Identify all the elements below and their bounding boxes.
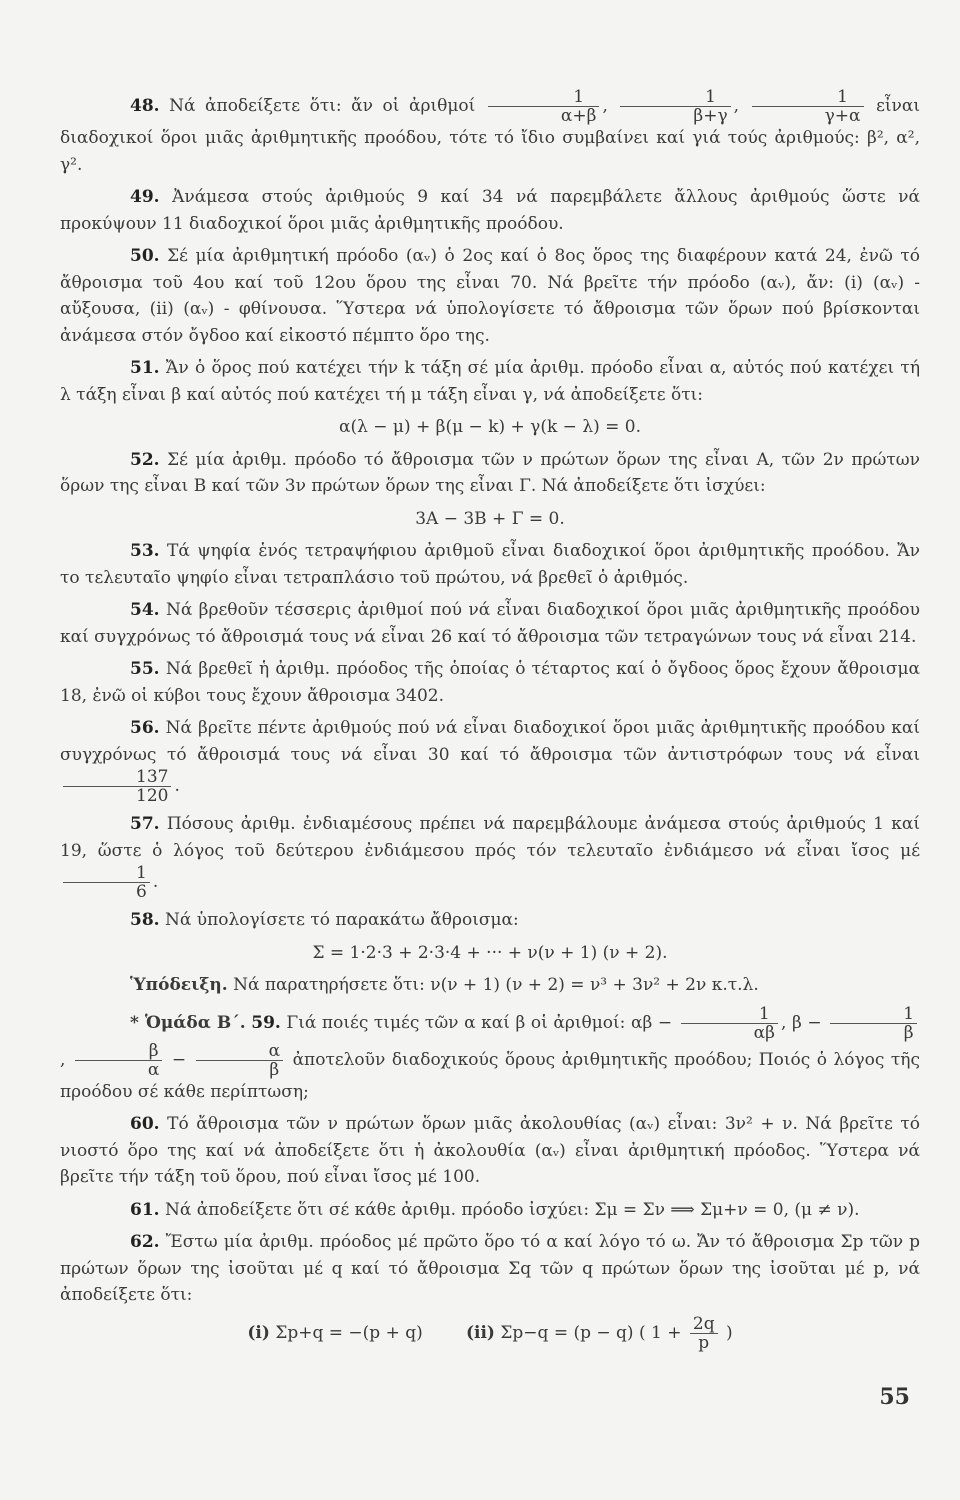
exercise-59: * Ὁμάδα Β΄. 59. Γιά ποιές τιμές τῶν α καί β οἱ ἀριθμοί: αβ − $\frac{1}{\alpha\beta}$ , β − $\frac{1}{\beta}$ , $\frac{\beta}{\alpha}$ − $\frac{\alpha}{\beta}$ ἀποτελοῦν διαδοχικούς ὅρους ἀριθμητικῆς προόδου; Ποιός ὁ λόγος τῆς προόδου σέ κάθε περίπτωση; xyxy=(60,1003,920,1102)
exercise-text: Νά βρεθεῖ ἡ ἀριθμ. πρόοδος τῆς ὁποίας ὁ τέταρτος καί ὁ ὄγδοος ὅρος ἔχουν ἄθροισμα 18, ἐνῶ οἱ κύβοι τους ἔχουν ἄθροισμα 3402. xyxy=(60,659,920,706)
exercise-number: 59. xyxy=(251,1012,281,1033)
exercise-number: 52. xyxy=(130,449,160,470)
exercise-50 xyxy=(60,243,920,349)
page-number: 55 xyxy=(879,1384,910,1410)
exercise-52 xyxy=(60,447,920,500)
hint-label: Ὑπόδειξη. xyxy=(130,975,228,995)
fraction: $\frac{1}{\beta}$ xyxy=(830,1005,917,1042)
fraction: $\frac{1}{\gamma+\alpha}$ xyxy=(752,88,864,125)
exercise-number: 56. xyxy=(130,718,160,738)
exercise-text: Νά ὑπολογίσετε τό παρακάτω ἄθροισμα: xyxy=(164,910,519,930)
exercise-text: Σέ μία ἀριθμητική πρόοδο (αᵥ) ὁ 2ος καί ὁ 8ος ὅρος της διαφέρουν κατά 24, ἐνῶ τό ἄθροισμα τοῦ 4ου καί τοῦ 12ου ὅρου της εἶναι 70. Νά βρεῖτε τήν πρόοδο (αᵥ), ἄν: (i) (αᵥ) - αὔξουσα, (ii) (αᵥ) - φθίνουσα. Ὕστερα νά ὑπολογίσετε τό ἄθροισμα τῶν ὅρων πού βρίσκονται ἀνάμεσα στόν ὄγδοο καί εἰκοστό πέμπτο ὅρο της. xyxy=(60,246,920,346)
equation: Σp−q = (p − q) ( 1 + xyxy=(500,1322,682,1343)
hint-text: Νά παρατηρήσετε ὅτι: ν(ν + 1) (ν + 2) = ν³ + 3ν² + 2ν κ.τ.λ. xyxy=(233,975,759,995)
exercise-60 xyxy=(60,1111,920,1191)
exercise-57: 57. Πόσους ἀριθμ. ἐνδιαμέσους πρέπει νά παρεμβάλουμε ἀνάμεσα στούς ἀριθμούς 1 καί 19, ὥστε ὁ λόγος τοῦ δεύτερου ἐνδιάμεσου πρός τόν τελευταῖο ἐνδιάμεσο νά εἶναι ἴσος μέ $\frac{1}{6}$ . xyxy=(60,814,920,902)
exercise-51 xyxy=(60,355,920,408)
fraction: $\frac{2q}{p}$ xyxy=(690,1315,718,1352)
fraction: $\frac{1}{\alpha+\beta}$ xyxy=(488,88,600,125)
exercise-text: Νά ἀποδείξετε ὅτι σέ κάθε ἀριθμ. πρόοδο ἰσχύει: Σμ = Σν ⟹ Σμ+ν = 0, (μ ≠ ν). xyxy=(164,1199,860,1220)
exercise-56: 56. Νά βρεῖτε πέντε ἀριθμούς πού νά εἶναι διαδοχικοί ὅροι μιᾶς ἀριθμητικῆς προόδου καί συγχρόνως τό ἄθροισμά τους νά εἶναι 30 καί τό ἄθροισμα τῶν ἀντιστρόφων τους νά εἶναι $\frac{137}{120}$ . xyxy=(60,718,920,806)
exercise-number: 50. xyxy=(130,246,160,266)
exercise-text: Νά βρεῖτε πέντε ἀριθμούς πού νά εἶναι διαδοχικοί ὅροι μιᾶς ἀριθμητικῆς προόδου καί συγχρόνως τό ἄθροισμά τους νά εἶναι 30 καί τό ἄθροισμα τῶν ἀντιστρόφων τους νά εἶναι xyxy=(60,718,920,765)
exercise-number: 61. xyxy=(130,1199,160,1220)
exercise-text: Ἀνάμεσα στούς ἀριθμούς 9 καί 34 νά παρεμβάλετε ἄλλους ἀριθμούς ὥστε νά προκύψουν 11 διαδοχικοί ὅροι μιᾶς ἀριθμητικῆς προόδου. xyxy=(60,187,921,234)
equation-label: (ii) xyxy=(465,1322,495,1343)
exercise-number: 51. xyxy=(130,358,160,378)
equation: α(λ − μ) + β(μ − k) + γ(k − λ) = 0. xyxy=(338,417,642,437)
fraction: $\frac{137}{120}$ xyxy=(63,768,171,805)
equation-pair xyxy=(60,1315,920,1352)
exercise-text: Νά ἀποδείξετε ὅτι: ἄν οἱ ἀριθμοί xyxy=(169,96,476,116)
exercise-54 xyxy=(60,597,920,650)
paren: ) xyxy=(725,1322,733,1343)
exercise-text: Γιά ποιές τιμές τῶν α καί β οἱ ἀριθμοί: αβ − xyxy=(286,1012,673,1033)
exercise-number: 58. xyxy=(130,910,160,930)
exercise-number: 57. xyxy=(130,814,160,834)
exercise-58 xyxy=(60,907,920,934)
exercise-text: εἶναι διαδοχικοί ὅροι μιᾶς ἀριθμητικῆς προόδου, τότε τό ἴδιο συμβαίνει καί γιά τούς ἀριθμούς: β², α², γ². xyxy=(60,96,921,175)
fraction: $\frac{1}{\alpha\beta}$ xyxy=(681,1005,778,1042)
exercise-text: Ἔστω μία ἀριθμ. πρόοδος μέ πρῶτο ὅρο τό α καί λόγο τό ω. Ἄν τό ἄθροισμα Σp τῶν p πρώτων ὅρων της ἰσοῦται μέ q καί τό ἄθροισμα Σq τῶν q πρώτων ὅρων της ἰσοῦται μέ p, νά ἀποδείξετε ὅτι: xyxy=(60,1232,921,1305)
fraction: $\frac{1}{\beta+\gamma}$ xyxy=(620,88,730,125)
exercise-61 xyxy=(60,1197,920,1224)
exercise-48: 48. Νά ἀποδείξετε ὅτι: ἄν οἱ ἀριθμοί $\frac{1}{\alpha+\beta}$ , $\frac{1}{\beta+\gamma}$ , $\frac{1}{\gamma+\alpha}$ εἶναι διαδοχικοί ὅροι μιᾶς ἀριθμητικῆς προόδου, τότε τό ἴδιο συμβαίνει καί γιά τούς ἀριθμούς: β², α², γ². xyxy=(60,87,921,175)
fraction: $\frac{1}{6}$ xyxy=(63,864,150,901)
exercise-number: 48. xyxy=(130,96,160,116)
equation-label: (i) xyxy=(247,1322,270,1343)
exercise-number: 49. xyxy=(130,187,160,207)
exercise-number: 54. xyxy=(130,600,160,620)
exercise-53 xyxy=(60,538,920,591)
hint xyxy=(60,972,920,999)
exercise-text: Νά βρεθοῦν τέσσερις ἀριθμοί πού νά εἶναι διαδοχικοί ὅροι μιᾶς ἀριθμητικῆς προόδου καί συγχρόνως τό ἄθροισμά τους νά εἶναι 26 καί τό ἄθροισμα τῶν τετραγώνων τους νά εἶναι 214. xyxy=(60,600,920,647)
fraction: $\frac{\beta}{\alpha}$ xyxy=(75,1042,162,1079)
page-body xyxy=(60,88,920,1358)
exercise-49 xyxy=(60,184,920,237)
exercise-number: 55. xyxy=(130,659,160,679)
fraction: $\frac{\alpha}{\beta}$ xyxy=(196,1042,283,1079)
exercise-text: Τά ψηφία ἑνός τετραψήφιου ἀριθμοῦ εἶναι διαδοχικοί ὅροι ἀριθμητικῆς προόδου. Ἄν το τελευταῖο ψηφίο εἶναι τετραπλάσιο τοῦ πρώτου, νά βρεθεῖ ὁ ἀριθμός. xyxy=(60,541,921,588)
exercise-text: ἀποτελοῦν διαδοχικούς ὅρους ἀριθμητικῆς προόδου; Ποιός ὁ λόγος τῆς προόδου σέ κάθε περίπτωση; xyxy=(60,1049,920,1102)
exercise-text: Πόσους ἀριθμ. ἐνδιαμέσους πρέπει νά παρεμβάλουμε ἀνάμεσα στούς ἀριθμούς 1 καί 19, ὥστε ὁ λόγος τοῦ δεύτερου ἐνδιάμεσου πρός τόν τελευταῖο ἐνδιάμεσο νά εἶναι ἴσος μέ xyxy=(60,814,920,861)
equation: Σ = 1·2·3 + 2·3·4 + ··· + ν(ν + 1) (ν + 2). xyxy=(312,942,668,963)
exercise-text: Τό ἄθροισμα τῶν ν πρώτων ὅρων μιᾶς ἀκολουθίας (αᵥ) εἶναι: 3ν² + ν. Νά βρεῖτε τό νιοστό ὅρο της καί νά ἀποδείξετε ὅτι ἡ ἀκολουθία (αᵥ) εἶναι ἀριθμητική πρόοδος. Ὕστερα νά βρεῖτε τήν τάξη τοῦ ὅρου, πού εἶναι ἴσος μέ 100. xyxy=(60,1114,921,1187)
exercise-number: 60. xyxy=(130,1114,160,1134)
exercise-55 xyxy=(60,656,920,709)
exercise-62 xyxy=(60,1229,920,1309)
exercise-text: Σέ μία ἀριθμ. πρόοδο τό ἄθροισμα τῶν ν πρώτων ὅρων της εἶναι Α, τῶν 2ν πρώτων ὅρων της εἶναι Β καί τῶν 3ν πρώτων ὅρων της εἶναι Γ. Νά ἀποδείξετε ὅτι ἰσχύει: xyxy=(60,449,920,496)
group-label: * Ὁμάδα Β΄. xyxy=(130,1012,246,1033)
exercise-number: 62. xyxy=(130,1232,160,1252)
exercise-number: 53. xyxy=(130,541,160,561)
equation: Σp+q = −(p + q) xyxy=(275,1322,423,1343)
equation: 3Α − 3Β + Γ = 0. xyxy=(415,508,565,529)
exercise-text: Ἄν ὁ ὅρος πού κατέχει τήν k τάξη σέ μία ἀριθμ. πρόοδο εἶναι α, αὐτός πού κατέχει τή λ τάξη εἶναι β καί αὐτός πού κατέχει τή μ τάξη εἶναι γ, νά ἀποδείξετε ὅτι: xyxy=(60,358,920,405)
